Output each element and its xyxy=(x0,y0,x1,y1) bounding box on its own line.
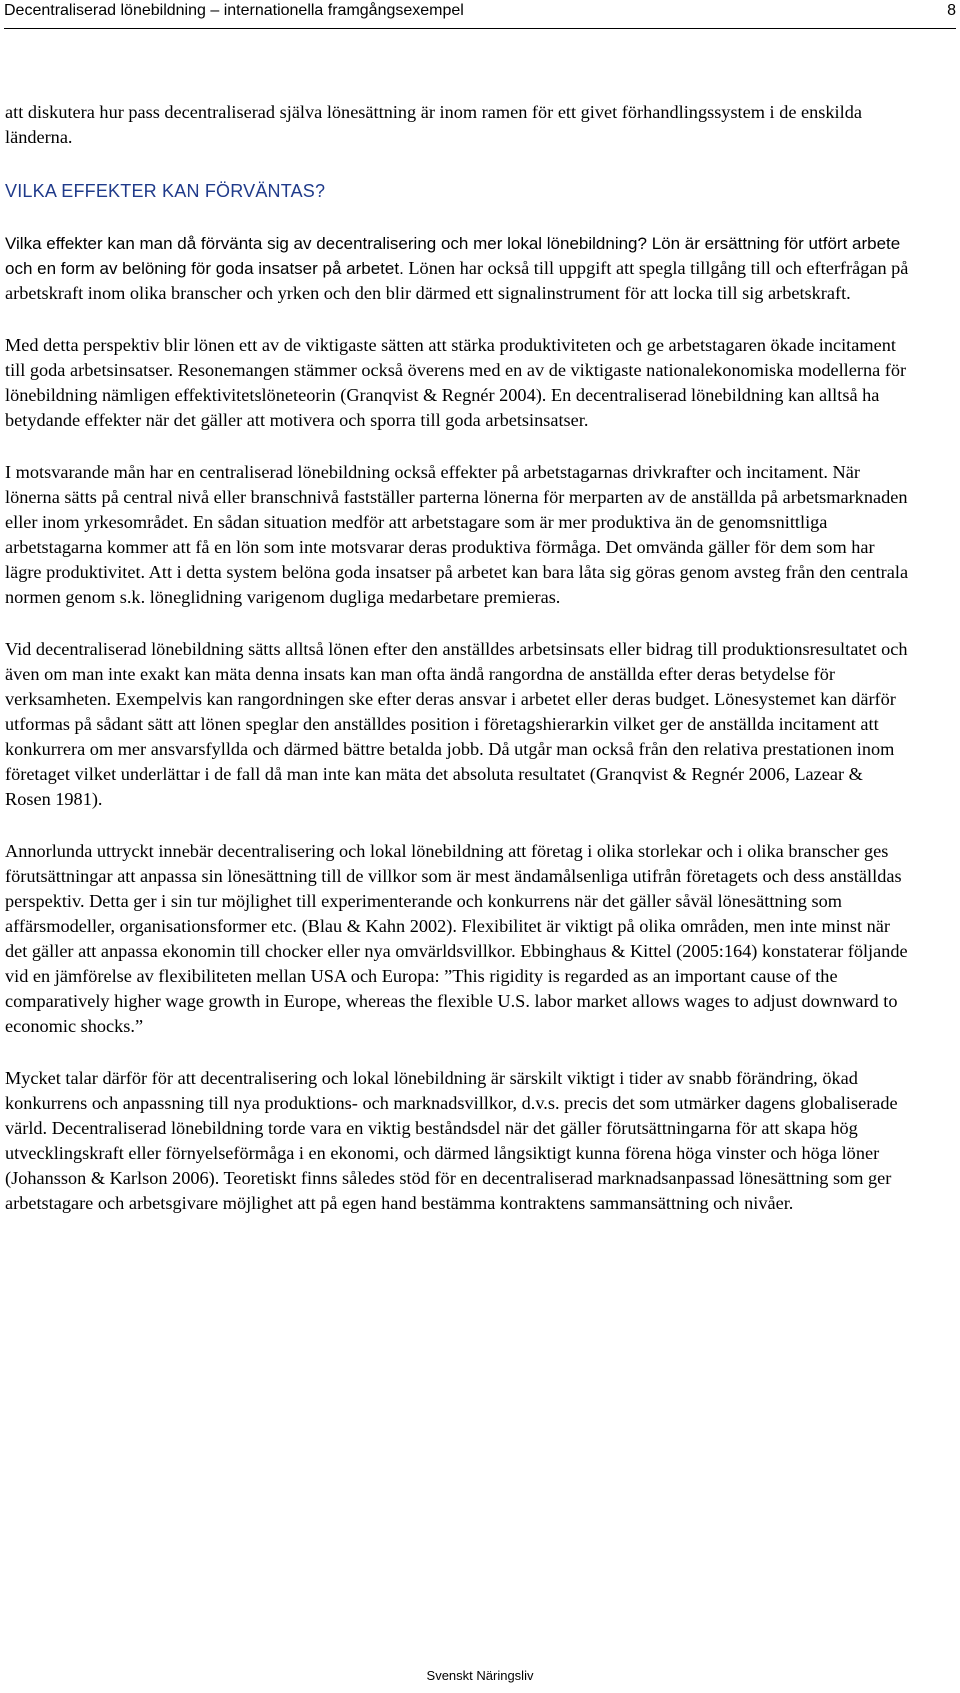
document-body xyxy=(5,100,910,1243)
page-footer: Svenskt Näringsliv xyxy=(426,1668,534,1683)
page-number: 8 xyxy=(947,2,956,19)
paragraph: Mycket talar därför för att decentralisering och lokal lönebildning är särskilt viktigt i tider av snabb förändring, ökad konkurrens och anpassning till nya produktions- och marknadsvillkor, d.v.s. precis det som utmärker dagens globaliserade värld. Decentraliserad lönebildning torde vara en viktig beståndsdel när det gäller förutsättningarna för att skapa hög utvecklingskraft eller förnyelseförmåga i en ekonomi, och därmed långsiktigt kunna förena höga vinster och höga löner (Johansson & Karlson 2006). Teoretiskt finns således stöd för en decentraliserad marknadsanpassad lönesättning som ger arbetstagare och arbetsgivare möjlighet att på egen hand bestämma kontraktens sammansättning och nivåer. xyxy=(5,1068,898,1213)
paragraph: I motsvarande mån har en centraliserad lönebildning också effekter på arbetstagarnas drivkrafter och incitament. När lönerna sätts på central nivå eller branschnivå fastställer parterna lönerna för merparten av de anställda på arbetsmarknaden eller inom yrkesområdet. En sådan situation medför att arbetstagare som är mer produktiva än de genomsnittliga arbetstagarna kommer att få en lön som inte motsvarar deras produktiva förmåga. Det omvända gäller för dem som har lägre produktivitet. Att i detta system belöna goda insatser på arbetet kan bara låta sig göras genom avsteg från den centrala normen genom s.k. löneglidning varigenom dugliga medarbetare premieras. xyxy=(5,462,909,607)
document-title: Decentraliserad lönebildning – internationella framgångsexempel xyxy=(4,2,464,19)
page-header xyxy=(4,0,956,29)
paragraph: Vid decentraliserad lönebildning sätts alltså lönen efter den anställdes arbetsinsats eller bidrag till produktionsresultatet och även om man inte exakt kan mäta denna insats kan man ofta ändå rangordna de anställda efter deras betydelse för verksamheten. Exempelvis kan rangordningen ske efter deras ansvar i arbetet eller deras budget. Lönesystemet kan därför utformas på sådant sätt att lönen speglar den anställdes position i företagshierarkin vilket ger de anställda incitament att konkurrera om mer ansvarsfyllda och därmed bättre betalda jobb. Då utgår man också från den relativa prestationen inom företaget vilket underlättar i de fall då man inte kan mäta det absoluta resultatet (Granqvist & Regnér 2006, Lazear & Rosen 1981). xyxy=(5,639,908,809)
paragraph-intro-lead: Vilka effekter kan man då förvänta sig av decentralisering och mer lokal lönebildning? Lön är ersättning för utfört arbete och en form av belöning för goda insatser på arbetet. xyxy=(5,234,901,278)
paragraph: Annorlunda uttryckt innebär decentralisering och lokal lönebildning att företag i olika storlekar och i olika branscher ges förutsättningar att anpassa sin lönesättning till de villkor som är mest ändamålsenliga utifrån företagets och dess anställdas perspektiv. Detta ger i sin tur möjlighet till experimenterande och konkurrens när det gäller såväl lönesättning som affärsmodeller, organisationsformer etc. (Blau & Kahn 2002). Flexibilitet är viktigt på olika områden, men inte minst när det gäller att anpassa ekonomin till chocker eller nya omvärldsvillkor. Ebbinghaus & Kittel (2005:164) konstaterar följande vid en jämförelse av flexibiliteten mellan USA och Europa: ”This rigidity is regarded as an important cause of the comparatively higher wage growth in Europe, whereas the flexible U.S. labor market allows wages to adjust downward to economic shocks.” xyxy=(5,841,908,1036)
paragraph: Med detta perspektiv blir lönen ett av de viktigaste sätten att stärka produktiviteten och ge arbetstagaren ökade incitament till goda arbetsinsatser. Resonemangen stämmer också överens med en av de viktigaste nationalekonomiska modellerna för lönebildning nämligen effektivitetslöneteorin (Granqvist & Regnér 2004). En decentraliserad lönebildning kan alltså ha betydande effekter när det gäller att motivera och sporra till goda arbetsinsatser. xyxy=(5,335,907,430)
section-heading: VILKA EFFEKTER KAN FÖRVÄNTAS? xyxy=(5,181,326,201)
paragraph-continued: att diskutera hur pass decentraliserad själva lönesättning är inom ramen för ett givet förhandlingssystem i de enskilda länderna. xyxy=(5,102,862,147)
paragraph-intro-rest: Lönen har också till uppgift att spegla tillgång till och efterfrågan på arbetskraft inom olika branscher och yrken och den blir därmed ett signalinstrument för att locka till sig arbetskraft. xyxy=(5,258,909,303)
paragraph-intro xyxy=(5,231,910,306)
